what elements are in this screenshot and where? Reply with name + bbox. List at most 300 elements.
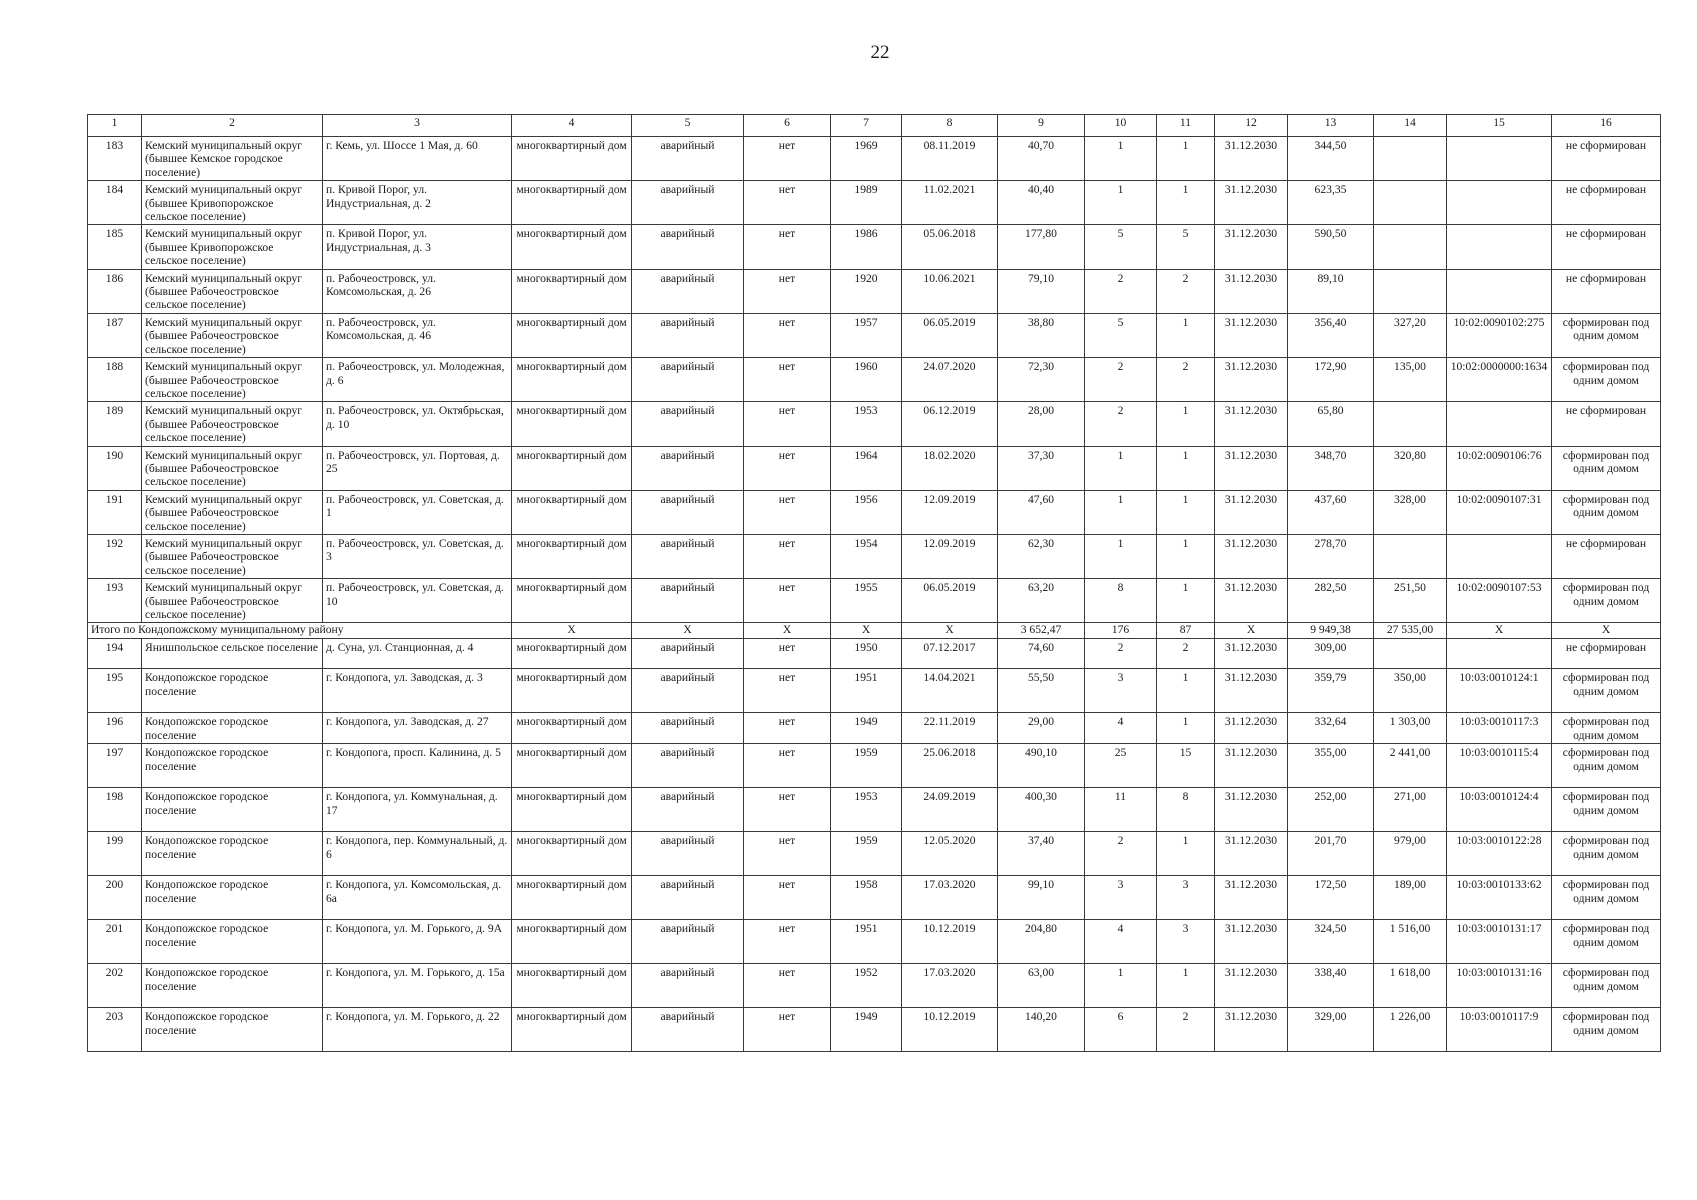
year-cell: 1964 (831, 446, 902, 490)
municipality-cell: Кемский муниципальный округ (бывшее Кривопорожское сельское поселение) (142, 225, 323, 269)
year-cell: 1954 (831, 534, 902, 578)
cadastral-number-cell: 10:02:0000000:1634 (1447, 358, 1552, 402)
area-cell: 62,30 (998, 534, 1085, 578)
column-6-cell: нет (744, 446, 831, 490)
column-10-cell: 2 (1085, 269, 1157, 313)
deadline-cell: 31.12.2030 (1215, 876, 1288, 920)
table-row (88, 832, 1661, 876)
year-cell: 1953 (831, 788, 902, 832)
column-number-row (88, 115, 1661, 137)
municipality-cell: Кемский муниципальный округ (бывшее Рабочеостровское сельское поселение) (142, 446, 323, 490)
column-11-cell: 8 (1157, 788, 1215, 832)
column-6-cell: нет (744, 639, 831, 669)
row-number: 189 (88, 402, 142, 446)
column-number: 14 (1374, 115, 1447, 137)
table-row (88, 446, 1661, 490)
column-10-cell: 6 (1085, 1008, 1157, 1052)
address-cell: п. Рабочеостровск, ул. Советская, д. 1 (323, 490, 512, 534)
status-cell: аварийный (632, 876, 744, 920)
area-cell: 140,20 (998, 1008, 1085, 1052)
column-10-cell: 2 (1085, 832, 1157, 876)
column-11-cell: 1 (1157, 534, 1215, 578)
status-cell: аварийный (632, 832, 744, 876)
column-14-cell: 320,80 (1374, 446, 1447, 490)
status-cell: аварийный (632, 137, 744, 181)
address-cell: п. Рабочеостровск, ул. Советская, д. 3 (323, 534, 512, 578)
building-type-cell: многоквартирный дом (512, 832, 632, 876)
column-14-cell (1374, 225, 1447, 269)
date-cell: 08.11.2019 (902, 137, 998, 181)
cadastral-number-cell: 10:02:0090102:275 (1447, 313, 1552, 357)
land-status-cell: не сформирован (1552, 639, 1661, 669)
status-cell: аварийный (632, 358, 744, 402)
date-cell: 05.06.2018 (902, 225, 998, 269)
building-type-cell: многоквартирный дом (512, 876, 632, 920)
land-status-cell: сформирован под одним домом (1552, 713, 1661, 744)
land-status-cell: сформирован под одним домом (1552, 446, 1661, 490)
area-cell: 40,70 (998, 137, 1085, 181)
column-13-cell: 282,50 (1288, 579, 1374, 623)
date-cell: 12.09.2019 (902, 490, 998, 534)
address-cell: г. Кемь, ул. Шоссе 1 Мая, д. 60 (323, 137, 512, 181)
column-6-cell: нет (744, 225, 831, 269)
table-row (88, 490, 1661, 534)
year-cell: 1951 (831, 920, 902, 964)
row-number: 187 (88, 313, 142, 357)
cadastral-number-cell: 10:03:0010117:9 (1447, 1008, 1552, 1052)
date-cell: 17.03.2020 (902, 876, 998, 920)
column-14-cell: 1 516,00 (1374, 920, 1447, 964)
column-10-cell: 2 (1085, 358, 1157, 402)
status-cell: аварийный (632, 313, 744, 357)
column-11-cell: 2 (1157, 1008, 1215, 1052)
deadline-cell: 31.12.2030 (1215, 402, 1288, 446)
building-type-cell: многоквартирный дом (512, 788, 632, 832)
land-status-cell: не сформирован (1552, 225, 1661, 269)
column-13-cell: 348,70 (1288, 446, 1374, 490)
date-cell: 14.04.2021 (902, 669, 998, 713)
column-number: 7 (831, 115, 902, 137)
address-cell: г. Кондопога, ул. М. Горького, д. 15а (323, 964, 512, 1008)
municipality-cell: Кондопожское городское поселение (142, 876, 323, 920)
year-cell: 1959 (831, 832, 902, 876)
total-c7-cell: X (831, 623, 902, 639)
total-c6-cell: X (744, 623, 831, 639)
year-cell: 1952 (831, 964, 902, 1008)
cadastral-number-cell (1447, 269, 1552, 313)
status-cell: аварийный (632, 269, 744, 313)
municipality-cell: Кемский муниципальный округ (бывшее Рабочеостровское сельское поселение) (142, 269, 323, 313)
cadastral-number-cell: 10:03:0010115:4 (1447, 744, 1552, 788)
column-number: 11 (1157, 115, 1215, 137)
year-cell: 1956 (831, 490, 902, 534)
column-6-cell: нет (744, 181, 831, 225)
cadastral-number-cell: 10:02:0090106:76 (1447, 446, 1552, 490)
year-cell: 1953 (831, 402, 902, 446)
column-13-cell: 201,70 (1288, 832, 1374, 876)
column-10-cell: 4 (1085, 713, 1157, 744)
table-row (88, 788, 1661, 832)
column-13-cell: 65,80 (1288, 402, 1374, 446)
address-cell: г. Кондопога, ул. М. Горького, д. 9А (323, 920, 512, 964)
row-number: 202 (88, 964, 142, 1008)
area-cell: 40,40 (998, 181, 1085, 225)
column-10-cell: 25 (1085, 744, 1157, 788)
column-13-cell: 278,70 (1288, 534, 1374, 578)
municipality-cell: Кондопожское городское поселение (142, 832, 323, 876)
municipality-cell: Кемский муниципальный округ (бывшее Кривопорожское сельское поселение) (142, 181, 323, 225)
year-cell: 1949 (831, 713, 902, 744)
column-10-cell: 11 (1085, 788, 1157, 832)
column-11-cell: 1 (1157, 964, 1215, 1008)
row-number: 192 (88, 534, 142, 578)
column-11-cell: 2 (1157, 358, 1215, 402)
deadline-cell: 31.12.2030 (1215, 534, 1288, 578)
land-status-cell: сформирован под одним домом (1552, 490, 1661, 534)
table-row (88, 137, 1661, 181)
column-10-cell: 5 (1085, 225, 1157, 269)
deadline-cell: 31.12.2030 (1215, 446, 1288, 490)
land-status-cell: сформирован под одним домом (1552, 876, 1661, 920)
row-number: 193 (88, 579, 142, 623)
column-10-cell: 1 (1085, 964, 1157, 1008)
status-cell: аварийный (632, 490, 744, 534)
deadline-cell: 31.12.2030 (1215, 225, 1288, 269)
table-row (88, 1008, 1661, 1052)
column-14-cell: 1 618,00 (1374, 964, 1447, 1008)
address-cell: п. Кривой Порог, ул. Индустриальная, д. 3 (323, 225, 512, 269)
table-row (88, 579, 1661, 623)
land-status-cell: сформирован под одним домом (1552, 788, 1661, 832)
building-type-cell: многоквартирный дом (512, 225, 632, 269)
deadline-cell: 31.12.2030 (1215, 579, 1288, 623)
column-13-cell: 329,00 (1288, 1008, 1374, 1052)
year-cell: 1969 (831, 137, 902, 181)
municipality-cell: Кемский муниципальный округ (бывшее Рабочеостровское сельское поселение) (142, 358, 323, 402)
total-c12-cell: X (1215, 623, 1288, 639)
cadastral-number-cell (1447, 137, 1552, 181)
column-6-cell: нет (744, 669, 831, 713)
area-cell: 79,10 (998, 269, 1085, 313)
column-14-cell: 350,00 (1374, 669, 1447, 713)
column-13-cell: 332,64 (1288, 713, 1374, 744)
column-10-cell: 1 (1085, 137, 1157, 181)
municipality-cell: Кемский муниципальный округ (бывшее Рабочеостровское сельское поселение) (142, 534, 323, 578)
cadastral-number-cell: 10:03:0010117:3 (1447, 713, 1552, 744)
column-6-cell: нет (744, 534, 831, 578)
municipality-cell: Кемский муниципальный округ (бывшее Рабочеостровское сельское поселение) (142, 402, 323, 446)
cadastral-number-cell (1447, 639, 1552, 669)
column-13-cell: 338,40 (1288, 964, 1374, 1008)
total-c8-cell: X (902, 623, 998, 639)
municipality-cell: Кондопожское городское поселение (142, 713, 323, 744)
column-14-cell: 135,00 (1374, 358, 1447, 402)
year-cell: 1986 (831, 225, 902, 269)
table-row (88, 744, 1661, 788)
land-status-cell: сформирован под одним домом (1552, 832, 1661, 876)
land-status-cell: не сформирован (1552, 269, 1661, 313)
area-cell: 74,60 (998, 639, 1085, 669)
column-10-cell: 1 (1085, 446, 1157, 490)
area-cell: 47,60 (998, 490, 1085, 534)
municipality-cell: Кондопожское городское поселение (142, 1008, 323, 1052)
building-type-cell: многоквартирный дом (512, 744, 632, 788)
column-13-cell: 252,00 (1288, 788, 1374, 832)
column-11-cell: 1 (1157, 579, 1215, 623)
building-type-cell: многоквартирный дом (512, 639, 632, 669)
column-11-cell: 1 (1157, 181, 1215, 225)
row-number: 194 (88, 639, 142, 669)
column-11-cell: 3 (1157, 876, 1215, 920)
table-row (88, 313, 1661, 357)
deadline-cell: 31.12.2030 (1215, 920, 1288, 964)
column-10-cell: 2 (1085, 402, 1157, 446)
column-10-cell: 3 (1085, 669, 1157, 713)
cadastral-number-cell: 10:03:0010124:1 (1447, 669, 1552, 713)
building-type-cell: многоквартирный дом (512, 269, 632, 313)
status-cell: аварийный (632, 920, 744, 964)
deadline-cell: 31.12.2030 (1215, 788, 1288, 832)
row-number: 184 (88, 181, 142, 225)
column-6-cell: нет (744, 876, 831, 920)
date-cell: 25.06.2018 (902, 744, 998, 788)
municipality-cell: Кондопожское городское поселение (142, 669, 323, 713)
area-cell: 72,30 (998, 358, 1085, 402)
column-10-cell: 8 (1085, 579, 1157, 623)
municipality-cell: Кондопожское городское поселение (142, 744, 323, 788)
year-cell: 1959 (831, 744, 902, 788)
table-row (88, 639, 1661, 669)
column-6-cell: нет (744, 269, 831, 313)
area-cell: 490,10 (998, 744, 1085, 788)
land-status-cell: сформирован под одним домом (1552, 744, 1661, 788)
column-6-cell: нет (744, 358, 831, 402)
cadastral-number-cell: 10:03:0010122:28 (1447, 832, 1552, 876)
address-cell: п. Рабочеостровск, ул. Портовая, д. 25 (323, 446, 512, 490)
table-row (88, 358, 1661, 402)
cadastral-number-cell (1447, 534, 1552, 578)
column-14-cell: 251,50 (1374, 579, 1447, 623)
building-type-cell: многоквартирный дом (512, 534, 632, 578)
column-6-cell: нет (744, 1008, 831, 1052)
table-row (88, 534, 1661, 578)
table-row (88, 269, 1661, 313)
area-cell: 28,00 (998, 402, 1085, 446)
column-14-cell (1374, 137, 1447, 181)
land-status-cell: сформирован под одним домом (1552, 920, 1661, 964)
deadline-cell: 31.12.2030 (1215, 744, 1288, 788)
building-type-cell: многоквартирный дом (512, 313, 632, 357)
total-c10-cell: 176 (1085, 623, 1157, 639)
column-6-cell: нет (744, 920, 831, 964)
column-11-cell: 1 (1157, 669, 1215, 713)
column-14-cell: 189,00 (1374, 876, 1447, 920)
address-cell: г. Кондопога, ул. М. Горького, д. 22 (323, 1008, 512, 1052)
date-cell: 18.02.2020 (902, 446, 998, 490)
table-row (88, 876, 1661, 920)
column-6-cell: нет (744, 490, 831, 534)
land-status-cell: сформирован под одним домом (1552, 358, 1661, 402)
cadastral-number-cell: 10:02:0090107:53 (1447, 579, 1552, 623)
total-c11-cell: 87 (1157, 623, 1215, 639)
year-cell: 1958 (831, 876, 902, 920)
building-type-cell: многоквартирный дом (512, 358, 632, 402)
column-number: 5 (632, 115, 744, 137)
table-row (88, 920, 1661, 964)
column-14-cell: 271,00 (1374, 788, 1447, 832)
table-row (88, 181, 1661, 225)
column-number: 10 (1085, 115, 1157, 137)
total-c13-cell: 9 949,38 (1288, 623, 1374, 639)
status-cell: аварийный (632, 639, 744, 669)
cadastral-number-cell: 10:02:0090107:31 (1447, 490, 1552, 534)
row-number: 191 (88, 490, 142, 534)
column-13-cell: 355,00 (1288, 744, 1374, 788)
deadline-cell: 31.12.2030 (1215, 1008, 1288, 1052)
building-type-cell: многоквартирный дом (512, 579, 632, 623)
column-6-cell: нет (744, 713, 831, 744)
row-number: 199 (88, 832, 142, 876)
deadline-cell: 31.12.2030 (1215, 639, 1288, 669)
column-11-cell: 3 (1157, 920, 1215, 964)
column-number: 6 (744, 115, 831, 137)
column-13-cell: 344,50 (1288, 137, 1374, 181)
column-6-cell: нет (744, 137, 831, 181)
land-status-cell: сформирован под одним домом (1552, 579, 1661, 623)
row-number: 198 (88, 788, 142, 832)
table-row (88, 964, 1661, 1008)
deadline-cell: 31.12.2030 (1215, 269, 1288, 313)
total-c9-cell: 3 652,47 (998, 623, 1085, 639)
column-number: 13 (1288, 115, 1374, 137)
column-10-cell: 2 (1085, 639, 1157, 669)
date-cell: 24.07.2020 (902, 358, 998, 402)
land-status-cell: сформирован под одним домом (1552, 1008, 1661, 1052)
column-6-cell: нет (744, 579, 831, 623)
land-status-cell: не сформирован (1552, 181, 1661, 225)
address-cell: г. Кондопога, ул. Коммунальная, д. 17 (323, 788, 512, 832)
deadline-cell: 31.12.2030 (1215, 832, 1288, 876)
column-6-cell: нет (744, 788, 831, 832)
year-cell: 1920 (831, 269, 902, 313)
area-cell: 37,30 (998, 446, 1085, 490)
address-cell: п. Рабочеостровск, ул. Советская, д. 10 (323, 579, 512, 623)
column-13-cell: 172,90 (1288, 358, 1374, 402)
row-number: 190 (88, 446, 142, 490)
column-14-cell: 327,20 (1374, 313, 1447, 357)
column-13-cell: 324,50 (1288, 920, 1374, 964)
deadline-cell: 31.12.2030 (1215, 313, 1288, 357)
column-10-cell: 1 (1085, 534, 1157, 578)
column-13-cell: 437,60 (1288, 490, 1374, 534)
cadastral-number-cell: 10:03:0010133:62 (1447, 876, 1552, 920)
building-type-cell: многоквартирный дом (512, 446, 632, 490)
page-number: 22 (870, 42, 890, 63)
status-cell: аварийный (632, 744, 744, 788)
area-cell: 177,80 (998, 225, 1085, 269)
area-cell: 55,50 (998, 669, 1085, 713)
deadline-cell: 31.12.2030 (1215, 181, 1288, 225)
cadastral-number-cell: 10:03:0010124:4 (1447, 788, 1552, 832)
column-14-cell (1374, 181, 1447, 225)
area-cell: 63,20 (998, 579, 1085, 623)
date-cell: 06.12.2019 (902, 402, 998, 446)
column-14-cell (1374, 269, 1447, 313)
column-6-cell: нет (744, 402, 831, 446)
date-cell: 06.05.2019 (902, 579, 998, 623)
column-14-cell: 2 441,00 (1374, 744, 1447, 788)
municipality-cell: Кемский муниципальный округ (бывшее Рабочеостровское сельское поселение) (142, 490, 323, 534)
deadline-cell: 31.12.2030 (1215, 137, 1288, 181)
area-cell: 37,40 (998, 832, 1085, 876)
column-13-cell: 309,00 (1288, 639, 1374, 669)
column-6-cell: нет (744, 832, 831, 876)
table-row (88, 402, 1661, 446)
status-cell: аварийный (632, 402, 744, 446)
housing-registry-table (87, 114, 1661, 1052)
date-cell: 12.09.2019 (902, 534, 998, 578)
address-cell: г. Кондопога, ул. Заводская, д. 27 (323, 713, 512, 744)
column-13-cell: 89,10 (1288, 269, 1374, 313)
table-row (88, 669, 1661, 713)
year-cell: 1960 (831, 358, 902, 402)
year-cell: 1955 (831, 579, 902, 623)
column-13-cell: 359,79 (1288, 669, 1374, 713)
address-cell: п. Рабочеостровск, ул. Октябрьская, д. 10 (323, 402, 512, 446)
row-number: 188 (88, 358, 142, 402)
date-cell: 11.02.2021 (902, 181, 998, 225)
land-status-cell: не сформирован (1552, 534, 1661, 578)
column-number: 12 (1215, 115, 1288, 137)
land-status-cell: сформирован под одним домом (1552, 964, 1661, 1008)
total-c15-cell: X (1447, 623, 1552, 639)
column-10-cell: 5 (1085, 313, 1157, 357)
address-cell: п. Кривой Порог, ул. Индустриальная, д. 2 (323, 181, 512, 225)
municipality-cell: Кондопожское городское поселение (142, 964, 323, 1008)
municipality-cell: Кондопожское городское поселение (142, 920, 323, 964)
deadline-cell: 31.12.2030 (1215, 713, 1288, 744)
area-cell: 99,10 (998, 876, 1085, 920)
status-cell: аварийный (632, 1008, 744, 1052)
row-number: 195 (88, 669, 142, 713)
column-number: 2 (142, 115, 323, 137)
deadline-cell: 31.12.2030 (1215, 490, 1288, 534)
column-13-cell: 172,50 (1288, 876, 1374, 920)
date-cell: 07.12.2017 (902, 639, 998, 669)
address-cell: п. Рабочеостровск, ул. Комсомольская, д. 46 (323, 313, 512, 357)
column-10-cell: 4 (1085, 920, 1157, 964)
address-cell: г. Кондопога, просп. Калинина, д. 5 (323, 744, 512, 788)
table-row (88, 225, 1661, 269)
row-number: 186 (88, 269, 142, 313)
municipality-cell: Кемский муниципальный округ (бывшее Рабочеостровское сельское поселение) (142, 313, 323, 357)
column-11-cell: 2 (1157, 269, 1215, 313)
municipality-cell: Кемский муниципальный округ (бывшее Кемское городское поселение) (142, 137, 323, 181)
cadastral-number-cell: 10:03:0010131:17 (1447, 920, 1552, 964)
area-cell: 29,00 (998, 713, 1085, 744)
deadline-cell: 31.12.2030 (1215, 964, 1288, 1008)
year-cell: 1951 (831, 669, 902, 713)
column-number: 1 (88, 115, 142, 137)
total-c4-cell: X (512, 623, 632, 639)
column-number: 9 (998, 115, 1085, 137)
date-cell: 24.09.2019 (902, 788, 998, 832)
land-status-cell: сформирован под одним домом (1552, 313, 1661, 357)
building-type-cell: многоквартирный дом (512, 402, 632, 446)
status-cell: аварийный (632, 579, 744, 623)
column-14-cell (1374, 534, 1447, 578)
year-cell: 1989 (831, 181, 902, 225)
